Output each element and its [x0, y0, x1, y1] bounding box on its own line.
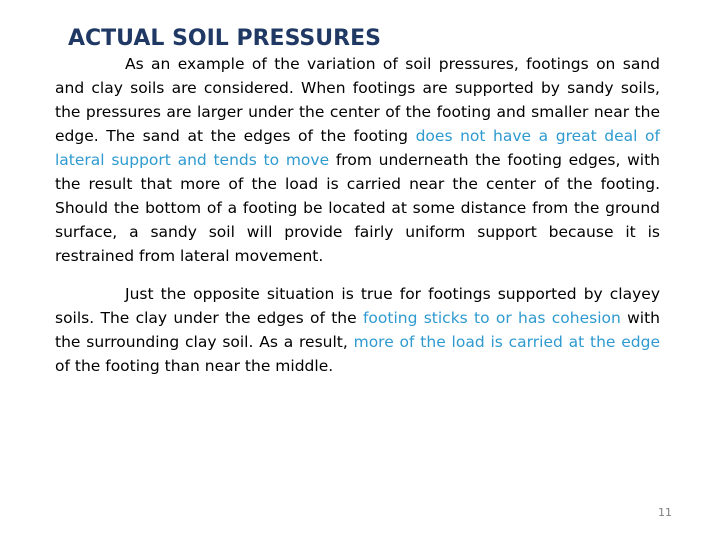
paragraph-text: of the footing than near the middle.: [55, 357, 334, 375]
paragraph-text: from underneath the footing edges, with the result that more of the load is carried near the center of the footing. Should the bottom of a footing be located at some distance from the ground surface, a sandy soil will provide fairly uniform support because it is restrained from lateral movement.: [55, 151, 660, 265]
highlighted-phrase: does not have a great deal of lateral support and tends to move: [55, 127, 660, 169]
slide-title: ACTUAL SOIL PRESSURES: [68, 26, 381, 51]
slide-number: 11: [658, 506, 672, 519]
highlighted-phrase: more of the load is carried at the edge: [353, 333, 660, 351]
paragraph-text: As an example of the variation of soil pressures, footings on sand and clay soils are considered. When footings are supported by sandy soils, the pressures are larger under the center of the footing and smaller near the edge. The sand at the edges of the footing: [55, 55, 660, 145]
paragraph-text: Just the opposite situation is true for footings supported by clayey soils. The clay under the edges of the: [55, 285, 660, 327]
highlighted-phrase: footing sticks to or has cohesion: [362, 309, 621, 327]
paragraph-clayey-soils: [55, 282, 660, 378]
paragraph-text: with the surrounding clay soil. As a result,: [55, 309, 660, 351]
paragraph-sandy-soils: [55, 52, 660, 268]
